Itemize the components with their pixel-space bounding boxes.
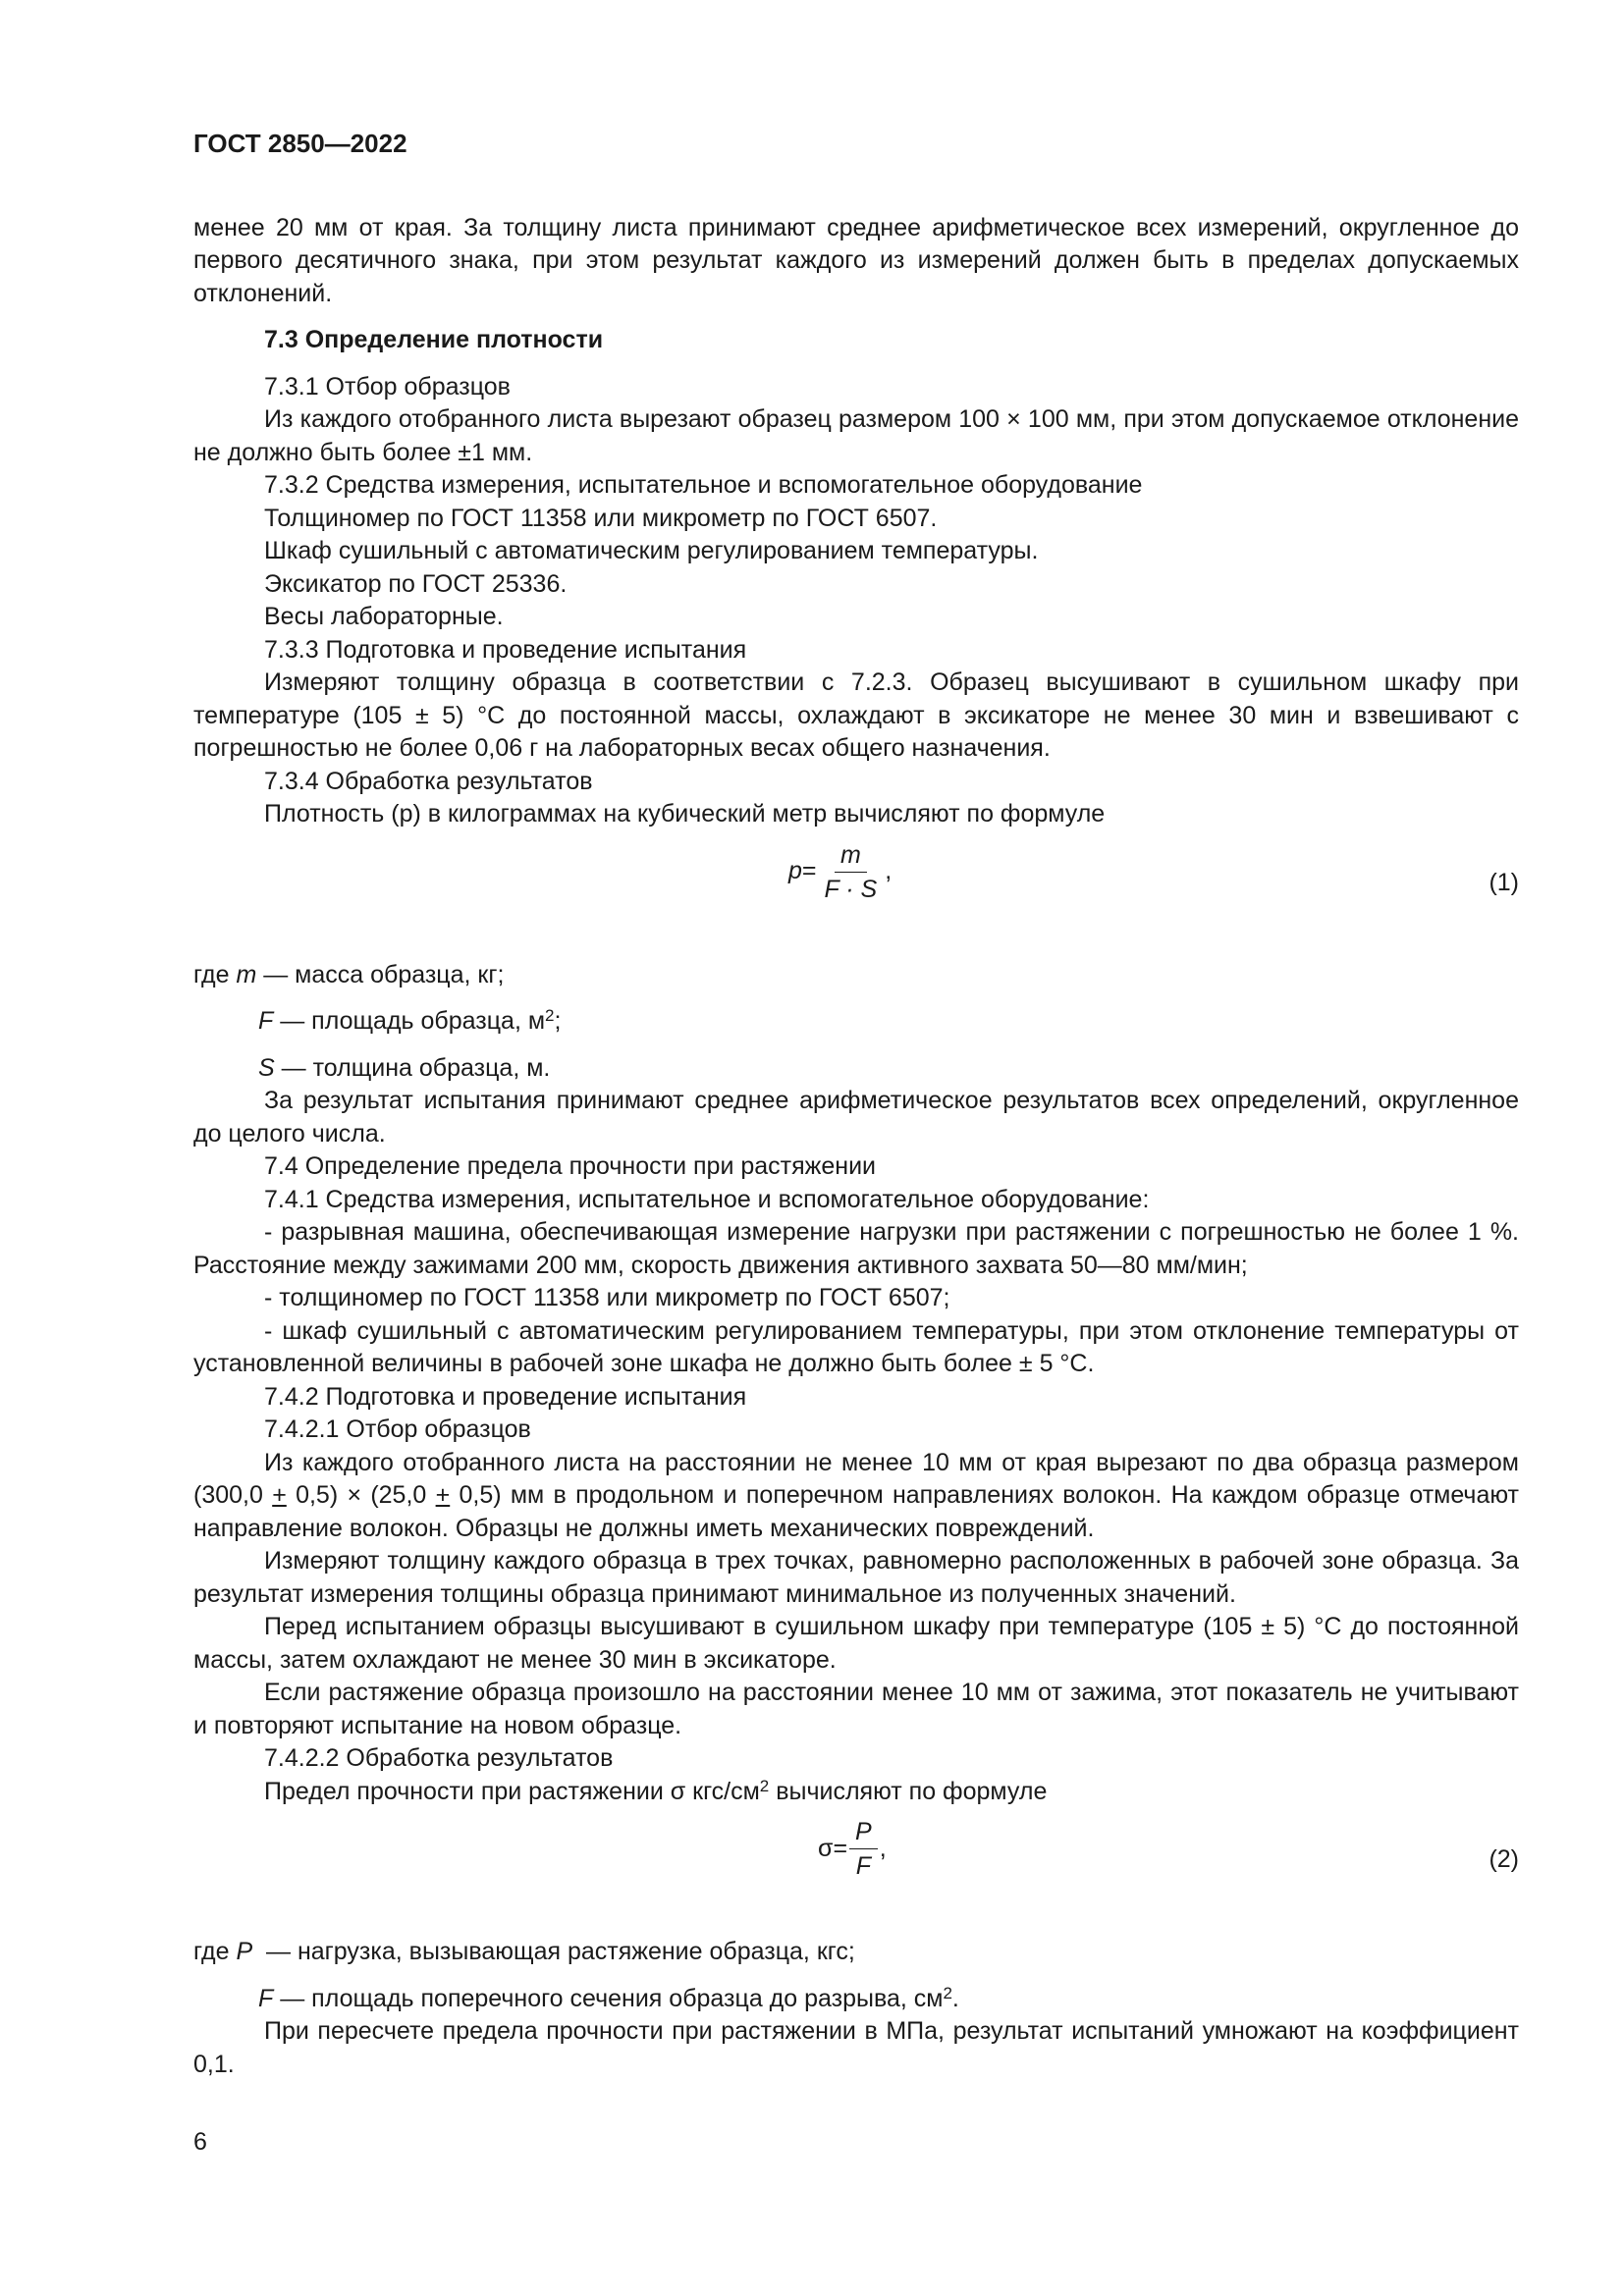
formula-1-expression: [788, 839, 892, 905]
formula-2-numerator: P: [849, 1816, 878, 1849]
paragraph-7-4-2-1-d: Если растяжение образца произошло на расстоянии менее 10 мм от зажима, этот показатель не учитывают и повторяют испытание на новом образце.: [193, 1679, 1519, 1739]
formula-1-number: (1): [1489, 868, 1519, 896]
formula-1-lhs: p: [788, 857, 802, 885]
formula-2-number: (2): [1489, 1845, 1519, 1873]
definition-p: — нагрузка, вызывающая растяжение образца, кгс;: [252, 1938, 855, 1965]
paragraph-final: При пересчете предела прочности при растяжении в МПа, результат испытаний умножают на коэффициент 0,1.: [193, 2017, 1519, 2078]
equipment-item-1: Толщиномер по ГОСТ 11358 или микрометр по ГОСТ 6507.: [264, 504, 938, 532]
text-span: вычисляют по формуле: [769, 1777, 1048, 1805]
definition-f-area: — площадь поперечного сечения образца до разрыва, см: [273, 1984, 944, 2012]
where-m: [193, 959, 1519, 992]
symbol-m: m: [236, 960, 257, 988]
document-page: [193, 128, 1519, 2081]
formula-2-lhs: σ: [818, 1834, 834, 1862]
section-7-3-1-heading: 7.3.1 Отбор образцов: [264, 372, 511, 400]
document-header: ГОСТ 2850—2022: [193, 129, 407, 158]
section-7-3-3-heading: 7.3.3 Подготовка и проведение испытания: [264, 635, 747, 664]
bullet-item-3: - шкаф сушильный с автоматическим регулированием температуры, при этом отклонение температуры от установленной величины в рабочей зоне шкафа не должно быть более ± 5 °С.: [193, 1316, 1519, 1377]
definition-s: — толщина образца, м.: [274, 1053, 551, 1082]
formula-2-equals: =: [833, 1834, 848, 1862]
definition-f-area-tail: .: [951, 1984, 959, 2012]
where-label: где: [193, 1938, 237, 1965]
formula-1: [193, 839, 1519, 932]
text-span: 0,5) мм в продольном и поперечном направлениях волокон. На каждом образце отмечают направление волокон. Образцы не должны иметь механических повреждений.: [193, 1481, 1519, 1542]
symbol-s: S: [258, 1053, 275, 1082]
formula-2-expression: [818, 1816, 887, 1882]
section-7-3-2-heading: 7.3.2 Средства измерения, испытательное и вспомогательное оборудование: [264, 471, 1143, 499]
section-7-3-4-heading: 7.3.4 Обработка результатов: [264, 767, 593, 795]
plus-minus-sign: +: [272, 1481, 287, 1509]
paragraph-7-4-2-2: [193, 1776, 1519, 1809]
formula-2: [193, 1816, 1519, 1908]
section-7-4-2-1-heading: 7.4.2.1 Отбор образцов: [264, 1415, 531, 1443]
bullet-item-2: - толщиномер по ГОСТ 11358 или микрометр по ГОСТ 6507;: [264, 1284, 950, 1311]
section-7-4-1-heading: 7.4.1 Средства измерения, испытательное и вспомогательное оборудование:: [264, 1185, 1150, 1213]
symbol-p: P: [236, 1938, 253, 1965]
superscript: 2: [545, 1006, 555, 1025]
symbol-f: F: [258, 1007, 274, 1035]
paragraph-7-3-1: Из каждого отобранного листа вырезают образец размером 100 × 100 мм, при этом допускаемое отклонение не должно быть более ±1 мм.: [193, 405, 1519, 466]
superscript: 2: [759, 1776, 770, 1795]
equipment-item-2: Шкаф сушильный с автоматическим регулированием температуры.: [264, 537, 1039, 564]
bullet-item-1: - разрывная машина, обеспечивающая измерение нагрузки при растяжении с погрешностью не более 1 %. Расстояние между зажимами 200 мм, скорость движения активного захвата 50—80 мм/мин;: [193, 1218, 1519, 1279]
section-7-4-2-heading: 7.4.2 Подготовка и проведение испытания: [264, 1382, 747, 1411]
text-span: Из каждого отобранного листа на расстоянии не менее 10 мм от края вырезают по два образца размером (300,0: [193, 1448, 1519, 1509]
definition-f-tail: ;: [554, 1007, 562, 1035]
section-7-4-heading: 7.4 Определение предела прочности при растяжении: [264, 1152, 877, 1180]
equipment-item-3: Эксикатор по ГОСТ 25336.: [264, 569, 568, 598]
paragraph-7-3-4: Плотность (p) в килограммах на кубический метр вычисляют по формуле: [264, 800, 1106, 828]
definition-m: — масса образца, кг;: [256, 960, 505, 988]
where-label: где: [193, 960, 237, 988]
section-7-3-heading: 7.3 Определение плотности: [264, 326, 604, 353]
section-7-4-2-2-heading: 7.4.2.2 Обработка результатов: [264, 1744, 614, 1772]
text-span: 0,5) × (25,0: [286, 1481, 436, 1509]
definition-f: — площадь образца, м: [273, 1007, 546, 1035]
equipment-item-4: Весы лабораторные.: [264, 603, 504, 630]
symbol-f: F: [258, 1984, 274, 2012]
formula-1-equals: =: [801, 857, 817, 885]
paragraph-continuation: менее 20 мм от края. За толщину листа принимают среднее арифметическое всех измерений, округленное до первого десятичного знака, при этом результат каждого из измерений должен быть в пределах допускаемых отклонений.: [193, 213, 1519, 307]
formula-1-tail: ,: [885, 857, 893, 885]
formula-1-denominator: F · S: [824, 875, 878, 903]
where-f-area: [193, 1983, 1519, 2016]
where-p: [193, 1936, 1519, 1969]
plus-minus-sign: +: [435, 1481, 451, 1509]
paragraph-7-4-2-1-b: Измеряют толщину каждого образца в трех точках, равномерно расположенных в рабочей зоне образца. За результат измерения толщины образца принимают минимальное из полученных значений.: [193, 1547, 1519, 1608]
formula-1-fraction: [819, 839, 884, 905]
formula-2-denominator: F: [855, 1852, 872, 1880]
formula-2-fraction: [849, 1816, 878, 1882]
text-span: Предел прочности при растяжении σ кгс/см: [264, 1777, 760, 1805]
where-s: [193, 1052, 1519, 1086]
formula-2-tail: ,: [879, 1834, 887, 1862]
paragraph-7-4-2-1-a: [193, 1447, 1519, 1546]
paragraph-result: За результат испытания принимают среднее арифметическое результатов всех определений, округленное до целого числа.: [193, 1087, 1519, 1148]
paragraph-7-3-3: Измеряют толщину образца в соответствии с 7.2.3. Образец высушивают в сушильном шкафу при температуре (105 ± 5) °С до постоянной массы, охлаждают в эксикаторе не менее 30 мин и взвешивают с погрешностью не более 0,06 г на лабораторных весах общего назначения.: [193, 668, 1519, 762]
formula-1-numerator: m: [835, 839, 867, 873]
paragraph-7-4-2-1-c: Перед испытанием образцы высушивают в сушильном шкафу при температуре (105 ± 5) °С до постоянной массы, затем охлаждают не менее 30 мин в эксикаторе.: [193, 1613, 1519, 1674]
where-f: [193, 1005, 1519, 1039]
superscript: 2: [943, 1983, 952, 2002]
page-number: 6: [193, 2128, 207, 2156]
